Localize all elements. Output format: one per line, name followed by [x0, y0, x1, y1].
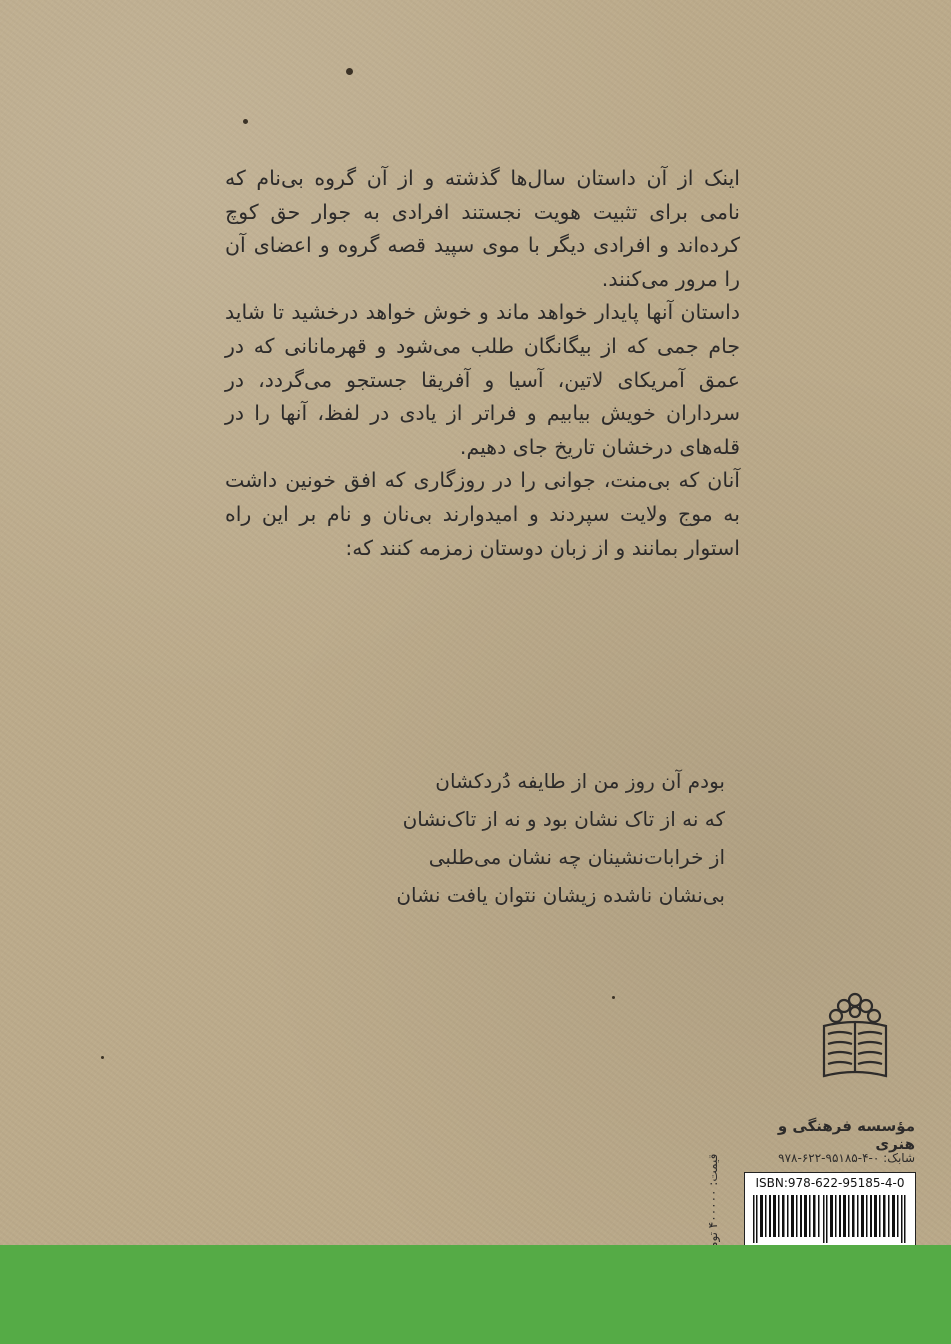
paper-speck [243, 119, 248, 124]
poem-line: بی‌نشان ناشده زیشان نتوان یافت نشان [396, 883, 725, 907]
paper-speck [612, 996, 615, 999]
price-label: قیمت: ۴۰۰۰۰۰ [706, 1153, 720, 1229]
publisher-logo [820, 990, 890, 1088]
poem-line: که نه از تاک نشان بود و نه از تاک‌نشان [402, 807, 725, 831]
paragraph: آنان که بی‌منت، جوانی را در روزگاری که افق خونین داشت به موج ولایت سپردند و امیدوارند بی‌نان و نام بر این راه استوار بمانند و از زبان دوستان زمزمه کنند که: [225, 468, 740, 560]
poem [280, 762, 725, 914]
poem-line: از خرابات‌نشینان چه نشان می‌طلبی [428, 845, 725, 869]
paper-speck [346, 68, 353, 75]
barcode-bars [751, 1195, 907, 1243]
paragraph: اینک از آن داستان سال‌ها گذشته و از آن گروه بی‌نام که نامی برای تثبیت هویت نجستند افرادی به جوار حق کوچ کرده‌اند و افرادی دیگر با موی سپید قصه گروه و اعضای آن را مرور می‌کنند. [225, 166, 740, 291]
publisher-name: مؤسسه فرهنگی و هنری [777, 1117, 915, 1153]
isbn-text: ISBN:978-622-95185-4-0 [755, 1176, 905, 1190]
poem-line: بودم آن روز من از طایفه دُردکشان [435, 769, 725, 793]
paragraph: داستان آنها پایدار خواهد ماند و خوش خواهد درخشید تا شاید جام جمی که از بیگانگان طلب می‌شود و قهرمانانی که در عمق آمریکای لاتین، آسیا و آفریقا جستجو می‌گردد، در سرداران خویش بیابیم و فراتر از یادی در لفظ، آنها را در قله‌های درخشان تاریخ جای دهیم. [225, 300, 740, 459]
book-flower-logo-icon [820, 990, 890, 1088]
paper-speck [101, 1056, 104, 1059]
bottom-green-band [0, 1245, 951, 1344]
shabak-number: شابک: ۰-۴-۹۵۱۸۵-۶۲۲-۹۷۸ [778, 1151, 915, 1165]
back-cover-text [225, 162, 740, 565]
